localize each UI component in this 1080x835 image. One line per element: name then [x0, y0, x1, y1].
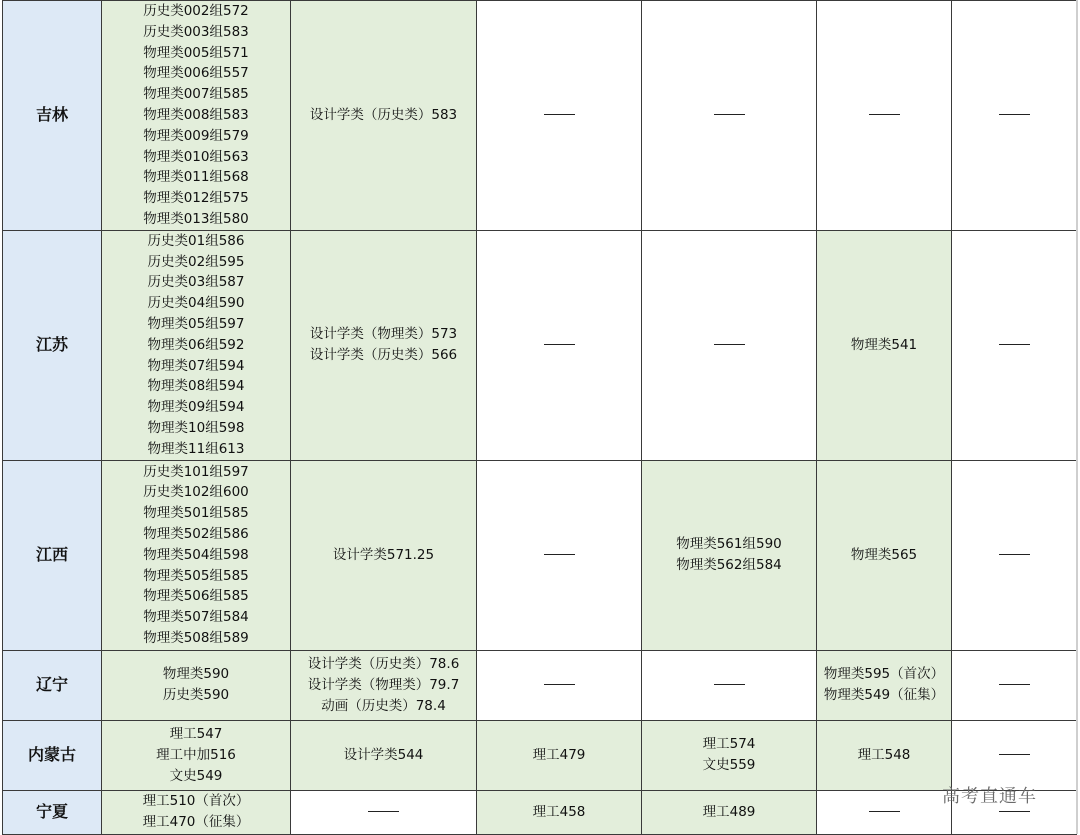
- empty-dash: [714, 684, 745, 685]
- score-cell-col1: [102, 650, 291, 720]
- score-entry: 物理类09组594: [147, 399, 245, 416]
- score-entry: 物理类008组583: [143, 106, 249, 123]
- score-entry: 物理类508组589: [143, 630, 249, 647]
- score-entry: 物理类501组585: [143, 505, 249, 522]
- score-cell-col6: [952, 460, 1077, 650]
- score-entry: 历史类003组583: [143, 23, 249, 40]
- score-entry: 物理类549（征集）: [823, 687, 945, 704]
- score-entry: 历史类03组587: [147, 274, 245, 291]
- empty-dash: [999, 811, 1030, 812]
- score-entry: 物理类507组584: [143, 609, 249, 626]
- score-cell-col4: [642, 230, 817, 460]
- score-entry: 理工548: [857, 746, 911, 763]
- score-cell-col2: [291, 790, 477, 834]
- score-entry: 物理类007组585: [143, 86, 249, 103]
- score-entry: 物理类565: [850, 546, 918, 563]
- empty-dash: [999, 554, 1030, 555]
- score-cell-col4: [642, 460, 817, 650]
- score-entry: 设计学类（物理类）573: [309, 326, 458, 343]
- table-row: [3, 790, 1077, 834]
- empty-dash: [544, 344, 575, 345]
- score-entry: 物理类013组580: [143, 210, 249, 227]
- score-entry: 物理类010组563: [143, 148, 249, 165]
- score-cell-col6: [952, 720, 1077, 790]
- score-cell-col6: [952, 230, 1077, 460]
- table-row: [3, 460, 1077, 650]
- score-entry: 文史559: [702, 757, 756, 774]
- table-row: [3, 650, 1077, 720]
- score-cell-col3: [477, 790, 642, 834]
- score-cell-col5: [817, 720, 952, 790]
- score-entry: 物理类005组571: [143, 44, 249, 61]
- score-entry: 理工470（征集）: [142, 814, 250, 831]
- score-cell-col1: [102, 1, 291, 231]
- empty-dash: [999, 344, 1030, 345]
- score-cell-col5: [817, 1, 952, 231]
- score-cell-col1: [102, 790, 291, 834]
- score-entry: 物理类07组594: [147, 357, 245, 374]
- score-entry: 设计学类544: [343, 746, 424, 763]
- score-entry: 设计学类（历史类）566: [309, 347, 458, 364]
- empty-dash: [714, 344, 745, 345]
- score-cell-col4: [642, 1, 817, 231]
- score-cell-col3: [477, 460, 642, 650]
- score-entry: 物理类11组613: [147, 440, 245, 457]
- score-entry: 历史类02组595: [147, 253, 245, 270]
- score-entry: 理工479: [532, 746, 586, 763]
- score-entry: 历史类101组597: [143, 463, 249, 480]
- empty-dash: [544, 684, 575, 685]
- score-entry: 理工510（首次）: [142, 793, 250, 810]
- score-entry: 物理类012组575: [143, 190, 249, 207]
- empty-dash: [368, 811, 399, 812]
- table-row: [3, 230, 1077, 460]
- admission-score-table: [2, 0, 1077, 835]
- watermark: 高考直通车: [942, 786, 1037, 807]
- empty-dash: [999, 754, 1030, 755]
- score-entry: 物理类590: [162, 666, 230, 683]
- score-cell-col3: [477, 230, 642, 460]
- score-entry: 物理类502组586: [143, 526, 249, 543]
- empty-dash: [544, 114, 575, 115]
- score-cell-col5: [817, 650, 952, 720]
- score-cell-col4: [642, 650, 817, 720]
- score-cell-col5: [817, 230, 952, 460]
- score-cell-col2: [291, 650, 477, 720]
- score-entry: 历史类04组590: [147, 295, 245, 312]
- empty-dash: [999, 684, 1030, 685]
- score-cell-col1: [102, 230, 291, 460]
- score-entry: 物理类562组584: [676, 557, 782, 574]
- score-entry: 物理类504组598: [143, 546, 249, 563]
- province-cell: 江苏: [3, 230, 102, 460]
- empty-dash: [714, 114, 745, 115]
- province-cell: 内蒙古: [3, 720, 102, 790]
- score-cell-col3: [477, 650, 642, 720]
- score-entry: 理工547: [169, 726, 223, 743]
- score-entry: 理工574: [702, 736, 756, 753]
- score-cell-col5: [817, 790, 952, 834]
- score-entry: 物理类506组585: [143, 588, 249, 605]
- score-entry: 物理类541: [850, 336, 918, 353]
- score-entry: 理工458: [532, 803, 586, 820]
- empty-dash: [999, 114, 1030, 115]
- table-row: [3, 720, 1077, 790]
- score-cell-col3: [477, 720, 642, 790]
- score-cell-col2: [291, 460, 477, 650]
- score-entry: 物理类06组592: [147, 336, 245, 353]
- score-entry: 动画（历史类）78.4: [321, 697, 446, 714]
- score-entry: 物理类08组594: [147, 378, 245, 395]
- score-entry: 设计学类（历史类）583: [309, 106, 458, 123]
- score-entry: 设计学类（历史类）78.6: [307, 656, 460, 673]
- score-entry: 物理类10组598: [147, 420, 245, 437]
- score-entry: 物理类006组557: [143, 65, 249, 82]
- empty-dash: [544, 554, 575, 555]
- score-entry: 物理类561组590: [676, 536, 782, 553]
- score-cell-col3: [477, 1, 642, 231]
- score-cell-col4: [642, 720, 817, 790]
- province-cell: 辽宁: [3, 650, 102, 720]
- empty-dash: [869, 811, 900, 812]
- score-entry: 理工489: [702, 803, 756, 820]
- score-entry: 历史类590: [162, 687, 230, 704]
- page-edge-rule: [1076, 0, 1078, 834]
- score-entry: 物理类595（首次）: [823, 666, 945, 683]
- score-cell-col5: [817, 460, 952, 650]
- province-cell: 宁夏: [3, 790, 102, 834]
- score-entry: 历史类102组600: [143, 484, 249, 501]
- score-entry: 设计学类571.25: [332, 546, 435, 563]
- score-cell-col4: [642, 790, 817, 834]
- score-entry: 历史类01组586: [147, 232, 245, 249]
- province-cell: 江西: [3, 460, 102, 650]
- score-entry: 物理类505组585: [143, 567, 249, 584]
- empty-dash: [869, 114, 900, 115]
- table-row: [3, 1, 1077, 231]
- score-entry: 历史类002组572: [143, 3, 249, 19]
- score-entry: 理工中加516: [156, 746, 236, 763]
- score-cell-col1: [102, 720, 291, 790]
- score-entry: 物理类05组597: [147, 316, 245, 333]
- score-cell-col6: [952, 1, 1077, 231]
- score-cell-col2: [291, 720, 477, 790]
- score-cell-col1: [102, 460, 291, 650]
- score-cell-col2: [291, 1, 477, 231]
- province-cell: 吉林: [3, 1, 102, 231]
- score-cell-col2: [291, 230, 477, 460]
- score-cell-col6: [952, 650, 1077, 720]
- score-entry: 文史549: [169, 767, 223, 784]
- score-entry: 物理类009组579: [143, 127, 249, 144]
- score-entry: 设计学类（物理类）79.7: [307, 676, 460, 693]
- score-entry: 物理类011组568: [143, 169, 249, 186]
